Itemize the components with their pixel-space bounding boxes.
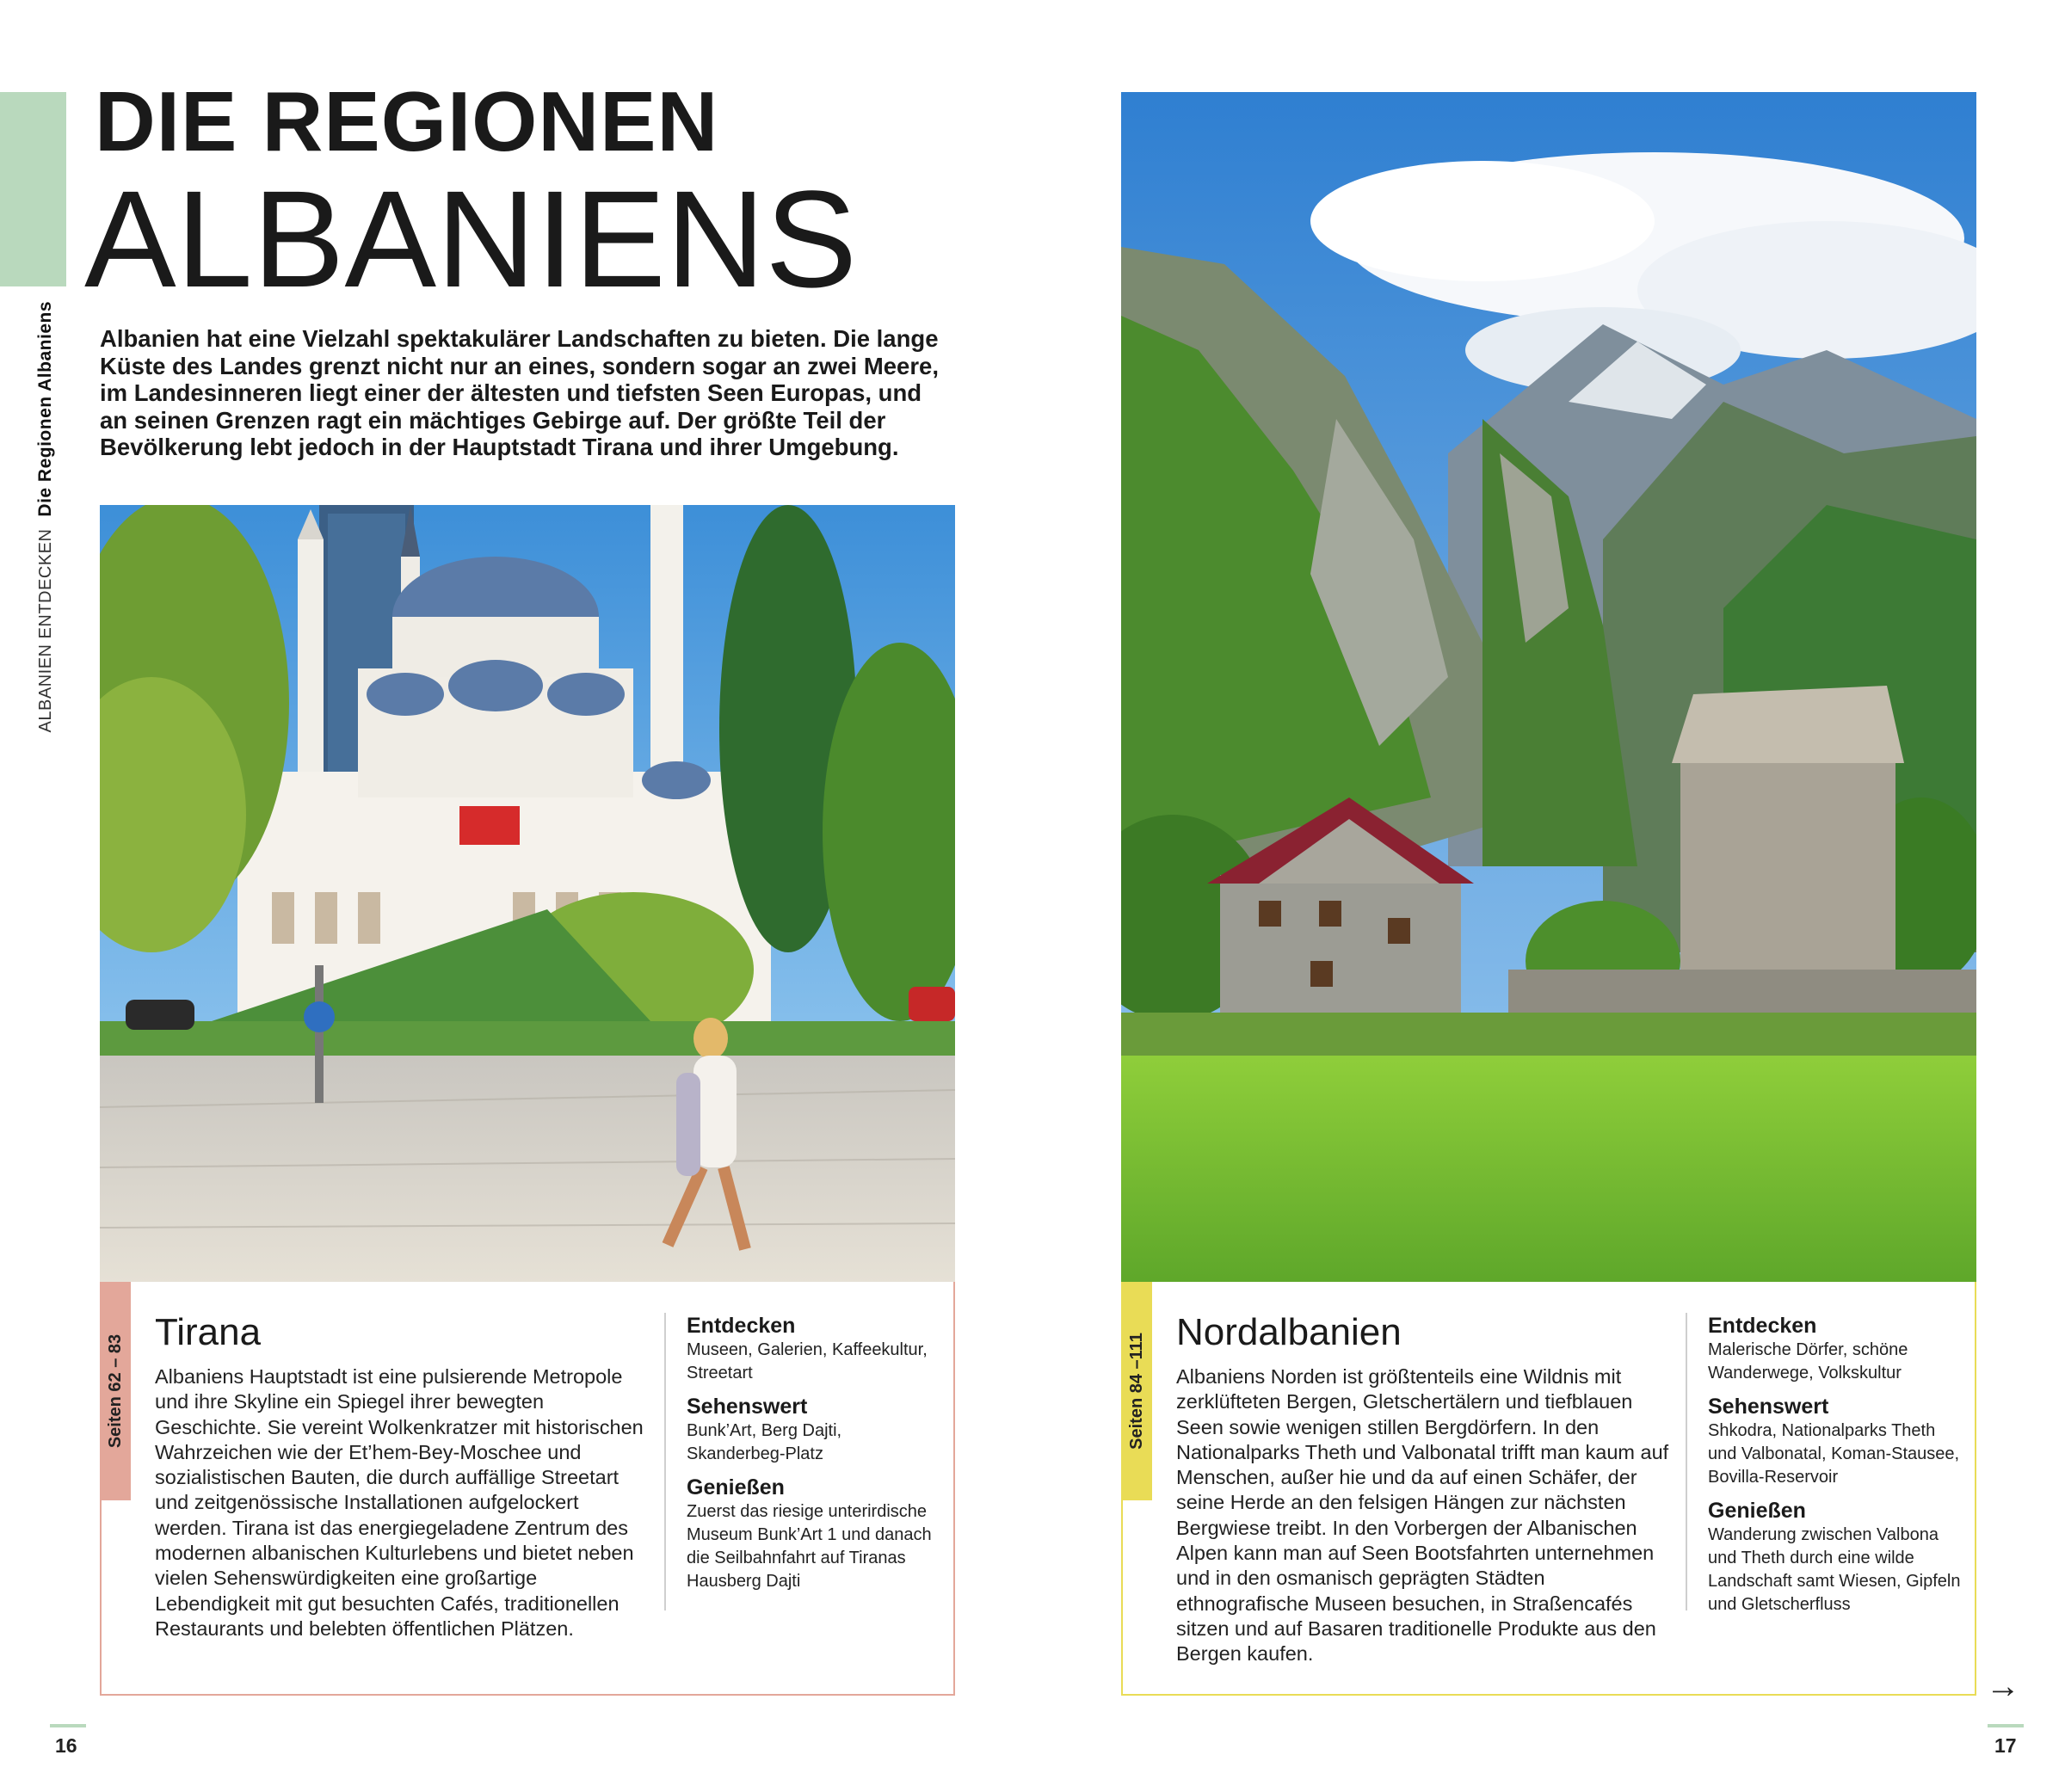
page-number-right: 17 [1994,1734,2017,1757]
next-page-arrow-icon[interactable]: → [1986,1667,2020,1705]
section-color-tab [0,92,66,286]
geniessen-text: Zuerst das riesige unterirdische Museum Bunk’Art 1 und danach die Seilbahnfahrt auf Tiranas Hausberg Dajti [687,1502,932,1591]
page-number-bar-right [1988,1724,2024,1727]
entdecken-heading: Entdecken [687,1314,796,1338]
running-header [15,301,76,774]
region-description: Albaniens Norden ist größtenteils eine Wildnis mit zerklüfteten Bergen, Gletschertälern und tiefblauen Seen sowie wenigen stillen Bergdörfern. In den Nationalparks Theth und Valbonatal trifft man kaum auf Menschen, außer hie und da auf einen Schäfer, der seine Herde an den felsigen Hängen zur nächsten Bergwiese treibt. In den Vorbergen der Albanischen Alpen kann man auf Seen Bootsfahrten unternehmen und in den osmanisch geprägten Städten ethnografische Museen besuchen, in Straßencafés sitzen und auf Basaren traditionelle Produkte aus den Bergen kaufen. [1176,1365,1669,1666]
geniessen-text: Wanderung zwischen Valbona und Theth durch eine wilde Landschaft samt Wiesen, Gipfeln und Gletscherfluss [1708,1525,1961,1614]
page-number-left: 16 [55,1734,77,1757]
theth-valley-photo [1121,92,1976,1284]
page-range-label: Seiten 84 –111 [1126,1333,1146,1450]
sehenswert-text: Bunk’Art, Berg Dajti, Skanderbeg-Platz [687,1421,842,1463]
sehenswert-heading: Sehenswert [687,1395,808,1419]
region-title: Nordalbanien [1176,1311,1402,1353]
geniessen-heading: Genießen [1708,1499,1806,1523]
section-label: ALBANIEN ENTDECKEN [35,528,55,733]
sehenswert-text: Shkodra, Nationalparks Theth und Valbonatal, Koman-Stausee, Bovilla-Reservoir [1708,1421,1960,1487]
sehenswert-heading: Sehenswert [1708,1395,1829,1419]
entdecken-text: Museen, Galerien, Kaffeekultur, Streetart [687,1340,928,1382]
region-title: Tirana [155,1311,262,1353]
region-description: Albaniens Hauptstadt ist eine pulsierende Metropole und ihre Skyline ein Spiegel ihrer bewegten Geschichte. Sie vereint Wolkenkratzer mit historischen Wahrzeichen wie der Et’hem-Bey-Moschee und sozialistischen Bauten, die durch auffällige Streetart und zeitgenössische Installationen aufgelockert werden. Tirana ist das energiegeladene Zentrum des modernen albanischen Kulturlebens und bietet neben vielen Sehenswürdigkeiten eine großartige Lebendigkeit mit gut besuchten Cafés, traditionellen Restaurants und belebten öffentlichen Plätzen. [155,1365,644,1640]
page-title-line1: DIE REGIONEN [95,74,719,169]
page-title-line2: ALBANIENS [84,162,858,316]
region-highlights [687,1313,945,1602]
entdecken-text: Malerische Dörfer, schöne Wanderwege, Volkskultur [1708,1340,1908,1382]
column-divider [664,1313,666,1610]
intro-paragraph: Albanien hat eine Vielzahl spektakulärer Landschaften zu bieten. Die lange Küste des Landes grenzt nicht nur an eines, sondern sogar an zwei Meere, im Landesinneren liegt einer der ältesten und tiefsten Seen Europas, und an seinen Grenzen ragt ein mächtiges Gebirge auf. Der größte Teil der Bevölkerung lebt jedoch in der Hauptstadt Tirana und ihrer Umgebung. [100,325,939,460]
region-highlights [1708,1313,1966,1625]
page-number-bar-left [50,1724,86,1727]
region-card-nordalbanien [1121,1282,1976,1696]
page-range-strip [100,1282,131,1500]
region-card-tirana [100,1282,955,1696]
page-range-strip [1121,1282,1152,1500]
tirana-mosque-photo [100,505,955,1284]
column-divider [1686,1313,1687,1610]
entdecken-heading: Entdecken [1708,1314,1817,1338]
page-range-label: Seiten 62 – 83 [105,1333,125,1449]
geniessen-heading: Genießen [687,1475,785,1499]
chapter-label: Die Regionen Albaniens [35,301,55,517]
